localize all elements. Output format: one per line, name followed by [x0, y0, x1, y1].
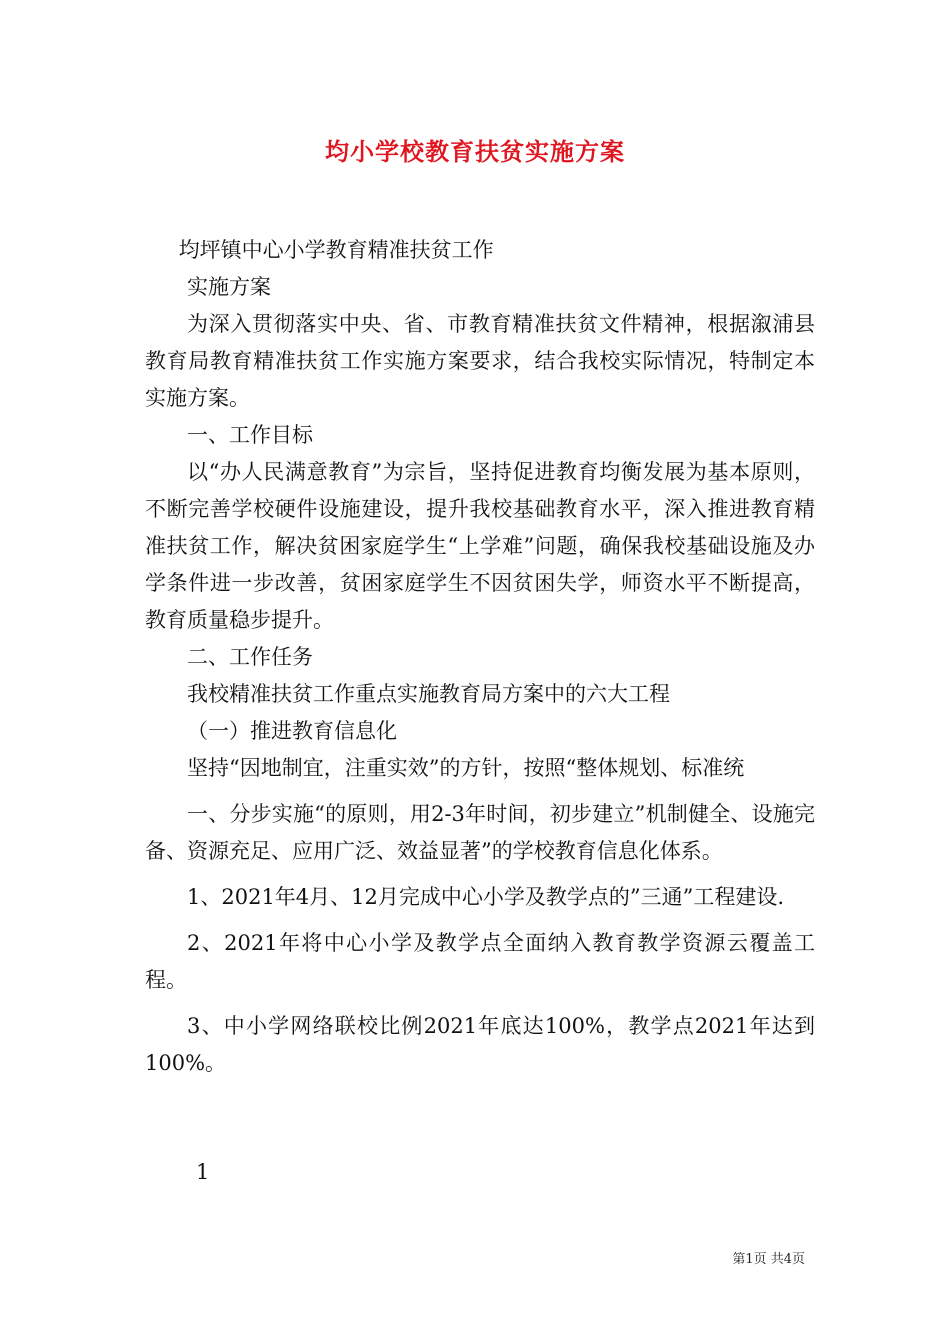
paragraph-principle: 一、分步实施“的原则，用2-3年时间，初步建立”机制健全、设施完备、资源充足、应用广泛、效益显著”的学校教育信息化体系。: [145, 802, 815, 863]
paragraph-six-projects: 我校精准扶贫工作重点实施教育局方案中的六大工程: [187, 682, 670, 706]
heading-informatization: （一）推进教育信息化: [187, 719, 397, 743]
list-item-1: 1、2021年4月、12月完成中心小学及教学点的”三通”工程建设.: [187, 885, 785, 909]
paragraph-work-goal: 以“办人民满意教育”为宗旨，坚持促进教育均衡发展为基本原则，不断完善学校硬件设施建设，提升我校基础教育水平，深入推进教育精准扶贫工作，解决贫困家庭学生“上学难”问题，确保我校基础设施及办学条件进一步改善，贫困家庭学生不因贫困失学，师资水平不断提高，教育质量稳步提升。: [145, 460, 815, 632]
paragraph-intro: 为深入贯彻落实中央、省、市教育精准扶贫文件精神，根据溆浦县教育局教育精准扶贫工作实施方案要求，结合我校实际情况，特制定本实施方案。: [145, 312, 815, 410]
heading-work-task: 二、工作任务: [187, 645, 313, 669]
document-body: [145, 232, 815, 1091]
paragraph-subtitle-1: 均坪镇中心小学教育精准扶贫工作: [178, 238, 494, 262]
page-marker: 1: [196, 1160, 210, 1184]
heading-work-goal: 一、工作目标: [187, 423, 313, 447]
list-item-2: 2、2021年将中心小学及教学点全面纳入教育教学资源云覆盖工程。: [145, 931, 815, 992]
page-footer: 第1页 共4页: [732, 1252, 805, 1267]
document-title: 均小学校教育扶贫实施方案: [325, 137, 625, 166]
paragraph-subtitle-2: 实施方案: [187, 275, 271, 299]
paragraph-policy: 坚持“因地制宜，注重实效”的方针，按照“整体规划、标准统: [187, 756, 745, 780]
list-item-3: 3、中小学网络联校比例2021年底达100%，教学点2021年达到100%。: [145, 1014, 815, 1075]
